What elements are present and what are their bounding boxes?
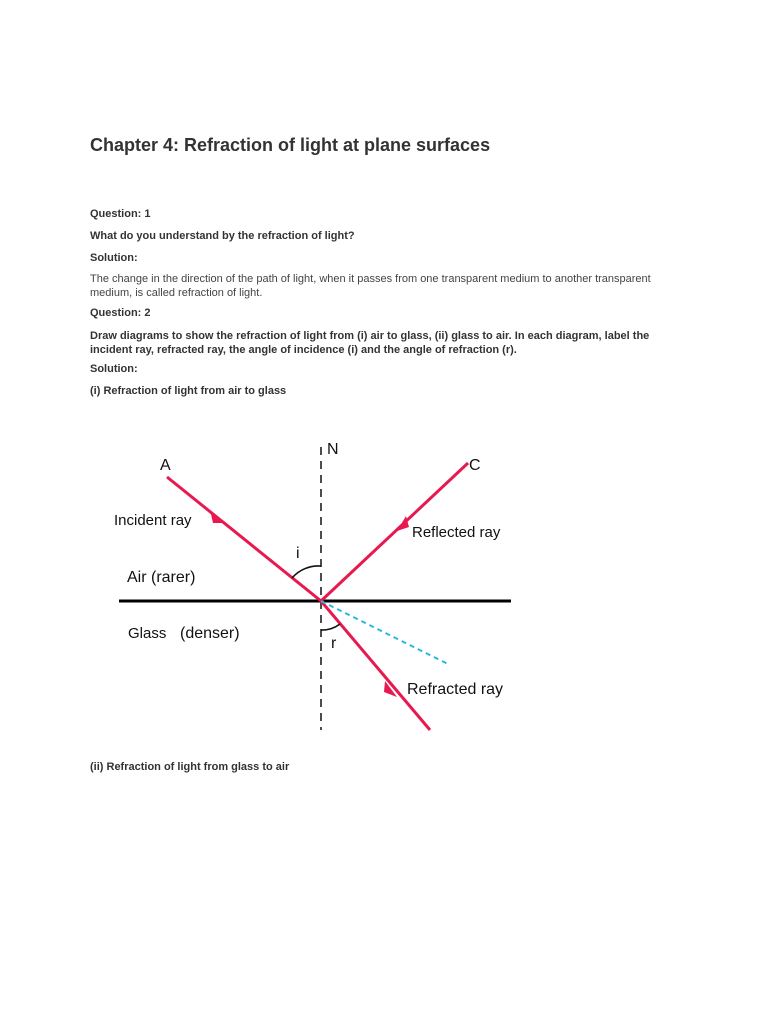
angle-i-label: i xyxy=(296,545,300,562)
refracted-ray-label: Refracted ray xyxy=(407,681,504,698)
question-1-text: What do you understand by the refraction of light? xyxy=(90,230,355,242)
question-2-solution-label: Solution: xyxy=(90,363,138,375)
normal-label: N xyxy=(327,441,339,458)
reflected-ray-label: Reflected ray xyxy=(412,524,501,541)
undeviated-path-line xyxy=(321,601,450,665)
question-2-text: Draw diagrams to show the refraction of light from (i) air to glass, (ii) glass to air. In each diagram, label the incident ray, refracted ray, the angle of incidence (i) and the angle of refraction (r). xyxy=(90,330,650,356)
point-a-label: A xyxy=(160,457,171,474)
incident-ray-label: Incident ray xyxy=(114,512,192,529)
angle-r-arc xyxy=(321,624,340,630)
point-c-label: C xyxy=(469,457,481,474)
question-1-solution-label: Solution: xyxy=(90,252,138,264)
medium-bottom-label: Glass xyxy=(128,625,167,642)
angle-i-arc xyxy=(292,566,321,578)
medium-top-label: Air (rarer) xyxy=(127,569,196,586)
question-1-answer: The change in the direction of the path of light, when it passes from one transparent medium to another transparent medium, is called refraction of light. xyxy=(90,273,651,299)
question-2-label: Question: 2 xyxy=(90,307,151,319)
question-1-label: Question: 1 xyxy=(90,208,151,220)
part-1-heading: (i) Refraction of light from air to glass xyxy=(90,385,287,397)
angle-r-label: r xyxy=(331,635,337,652)
medium-bottom-qualifier: (denser) xyxy=(180,625,240,642)
refracted-ray-line xyxy=(321,601,430,730)
part-2-heading: (ii) Refraction of light from glass to air xyxy=(90,761,290,773)
chapter-title: Chapter 4: Refraction of light at plane surfaces xyxy=(90,135,491,155)
